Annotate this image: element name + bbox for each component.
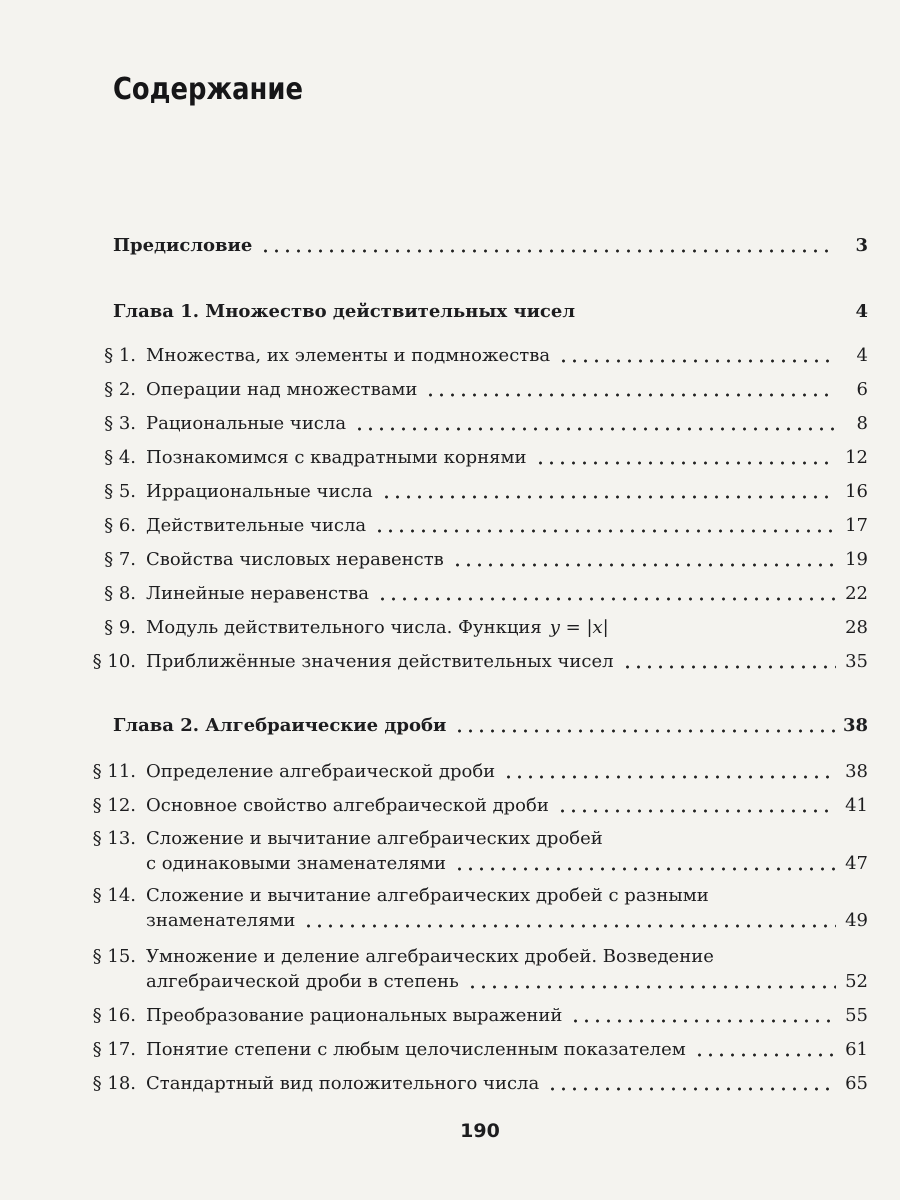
toc-label: Преобразование рациональных выражений [146, 1005, 563, 1026]
toc-entry-section-13[interactable] [146, 848, 868, 879]
dot-leader [467, 985, 836, 989]
toc-label: Иррациональные числа [146, 481, 373, 502]
toc-entry-section-18[interactable] [90, 1068, 868, 1099]
dot-leader [622, 665, 836, 669]
dot-leader [260, 249, 836, 253]
toc-entry-section-6[interactable] [90, 510, 868, 541]
toc-entry-section-1[interactable] [90, 340, 868, 371]
toc-page: 17 [845, 515, 868, 536]
toc-label: Глава 1. Множество действительных чисел [113, 301, 576, 322]
toc-label: Действительные числа [146, 515, 367, 536]
section-number: § 13. [92, 828, 136, 849]
toc-label: Линейные неравенства [146, 583, 369, 604]
toc-entry-section-10[interactable] [90, 646, 868, 677]
section-number: § 17. [92, 1039, 136, 1060]
toc-page: 28 [845, 617, 868, 638]
toc-entry-section-14[interactable] [146, 905, 868, 936]
section-number: § 4. [104, 447, 136, 468]
toc-entry-section-15[interactable] [146, 966, 868, 997]
dot-leader [377, 597, 836, 601]
toc-page: 6 [856, 379, 868, 400]
section-number: § 5. [104, 481, 136, 502]
toc-page: 4 [856, 345, 868, 366]
section-number: § 18. [92, 1073, 136, 1094]
section-number: § 10. [92, 651, 136, 672]
dot-leader [381, 495, 836, 499]
dot-leader [558, 359, 836, 363]
page-number: 190 [460, 1120, 500, 1142]
dot-leader [354, 427, 836, 431]
dot-leader [452, 563, 836, 567]
section-number: § 11. [92, 761, 136, 782]
toc-entry-section-12[interactable] [90, 790, 868, 821]
dot-leader [503, 775, 836, 779]
toc-entry-section-17[interactable] [90, 1034, 868, 1065]
section-number: § 8. [104, 583, 136, 604]
function-formula: y = |x| [549, 617, 609, 638]
toc-page: 35 [845, 651, 868, 672]
toc-page: 52 [845, 971, 868, 992]
toc-entry-section-11[interactable] [90, 756, 868, 787]
toc-label: Предисловие [113, 235, 253, 256]
toc-page: 8 [856, 413, 868, 434]
toc-entry-section-7[interactable] [90, 544, 868, 575]
toc-label: Глава 2. Алгебраические дроби [113, 715, 447, 736]
toc-page: 38 [845, 761, 868, 782]
section-number: § 15. [92, 946, 136, 967]
toc-page: 65 [845, 1073, 868, 1094]
toc-entry-chapter-1[interactable] [113, 296, 868, 327]
dot-leader [303, 924, 836, 928]
toc-page: 49 [845, 910, 868, 931]
toc-label: Операции над множествами [146, 379, 418, 400]
toc-label: Приближённые значения действительных чисел [146, 651, 614, 672]
toc-entry-section-8[interactable] [90, 578, 868, 609]
toc-page: 47 [845, 853, 868, 874]
toc-page: 3 [855, 235, 868, 256]
toc-page: 12 [845, 447, 868, 468]
toc-page: 4 [855, 301, 868, 322]
toc-label: Основное свойство алгебраической дроби [146, 795, 549, 816]
toc-label: Сложение и вычитание алгебраических дробей с разными [146, 885, 709, 906]
toc-entry-chapter-2[interactable] [113, 710, 868, 741]
toc-label-continued: алгебраической дроби в степень [146, 971, 459, 992]
toc-page: 19 [845, 549, 868, 570]
toc-page: 61 [845, 1039, 868, 1060]
page-title: Содержание [113, 72, 303, 107]
section-number: § 3. [104, 413, 136, 434]
section-number: § 1. [104, 345, 136, 366]
toc-label: Свойства числовых неравенств [146, 549, 444, 570]
section-number: § 6. [104, 515, 136, 536]
dot-leader [454, 867, 836, 871]
toc-page: 16 [845, 481, 868, 502]
toc-label-continued: с одинаковыми знаменателями [146, 853, 447, 874]
section-number: § 2. [104, 379, 136, 400]
dot-leader [374, 529, 836, 533]
dot-leader [454, 729, 835, 733]
toc-label-continued: знаменателями [146, 910, 296, 931]
toc-entry-section-9[interactable] [90, 612, 868, 643]
toc-label: Познакомимся с квадратными корнями [146, 447, 527, 468]
toc-label: Сложение и вычитание алгебраических дробей [146, 828, 603, 849]
toc-entry-section-5[interactable] [90, 476, 868, 507]
toc-label: Определение алгебраической дроби [146, 761, 496, 782]
section-number: § 9. [104, 617, 136, 638]
toc-label: Множества, их элементы и подмножества [146, 345, 551, 366]
dot-leader [425, 393, 836, 397]
section-number: § 7. [104, 549, 136, 570]
toc-page: 22 [845, 583, 868, 604]
dot-leader [547, 1087, 836, 1091]
toc-label: Умножение и деление алгебраических дробей. Возведение [146, 946, 714, 967]
toc-page: 38 [842, 715, 868, 736]
dot-leader [694, 1053, 836, 1057]
toc-entry-section-3[interactable] [90, 408, 868, 439]
dot-leader [535, 461, 836, 465]
toc-label: Понятие степени с любым целочисленным показателем [146, 1039, 686, 1060]
toc-page: 55 [845, 1005, 868, 1026]
section-number: § 14. [92, 885, 136, 906]
toc-page: 41 [845, 795, 868, 816]
dot-leader [570, 1019, 836, 1023]
section-number: § 16. [92, 1005, 136, 1026]
toc-entry-preface[interactable] [113, 230, 868, 261]
dot-leader [557, 809, 836, 813]
section-number: § 12. [92, 795, 136, 816]
toc-label: Рациональные числа [146, 413, 347, 434]
toc-entry-section-4[interactable] [90, 442, 868, 473]
toc-label: Стандартный вид положительного числа [146, 1073, 540, 1094]
toc-label: Модуль действительного числа. Функция [146, 617, 542, 638]
toc-entry-section-2[interactable] [90, 374, 868, 405]
toc-entry-section-16[interactable] [90, 1000, 868, 1031]
